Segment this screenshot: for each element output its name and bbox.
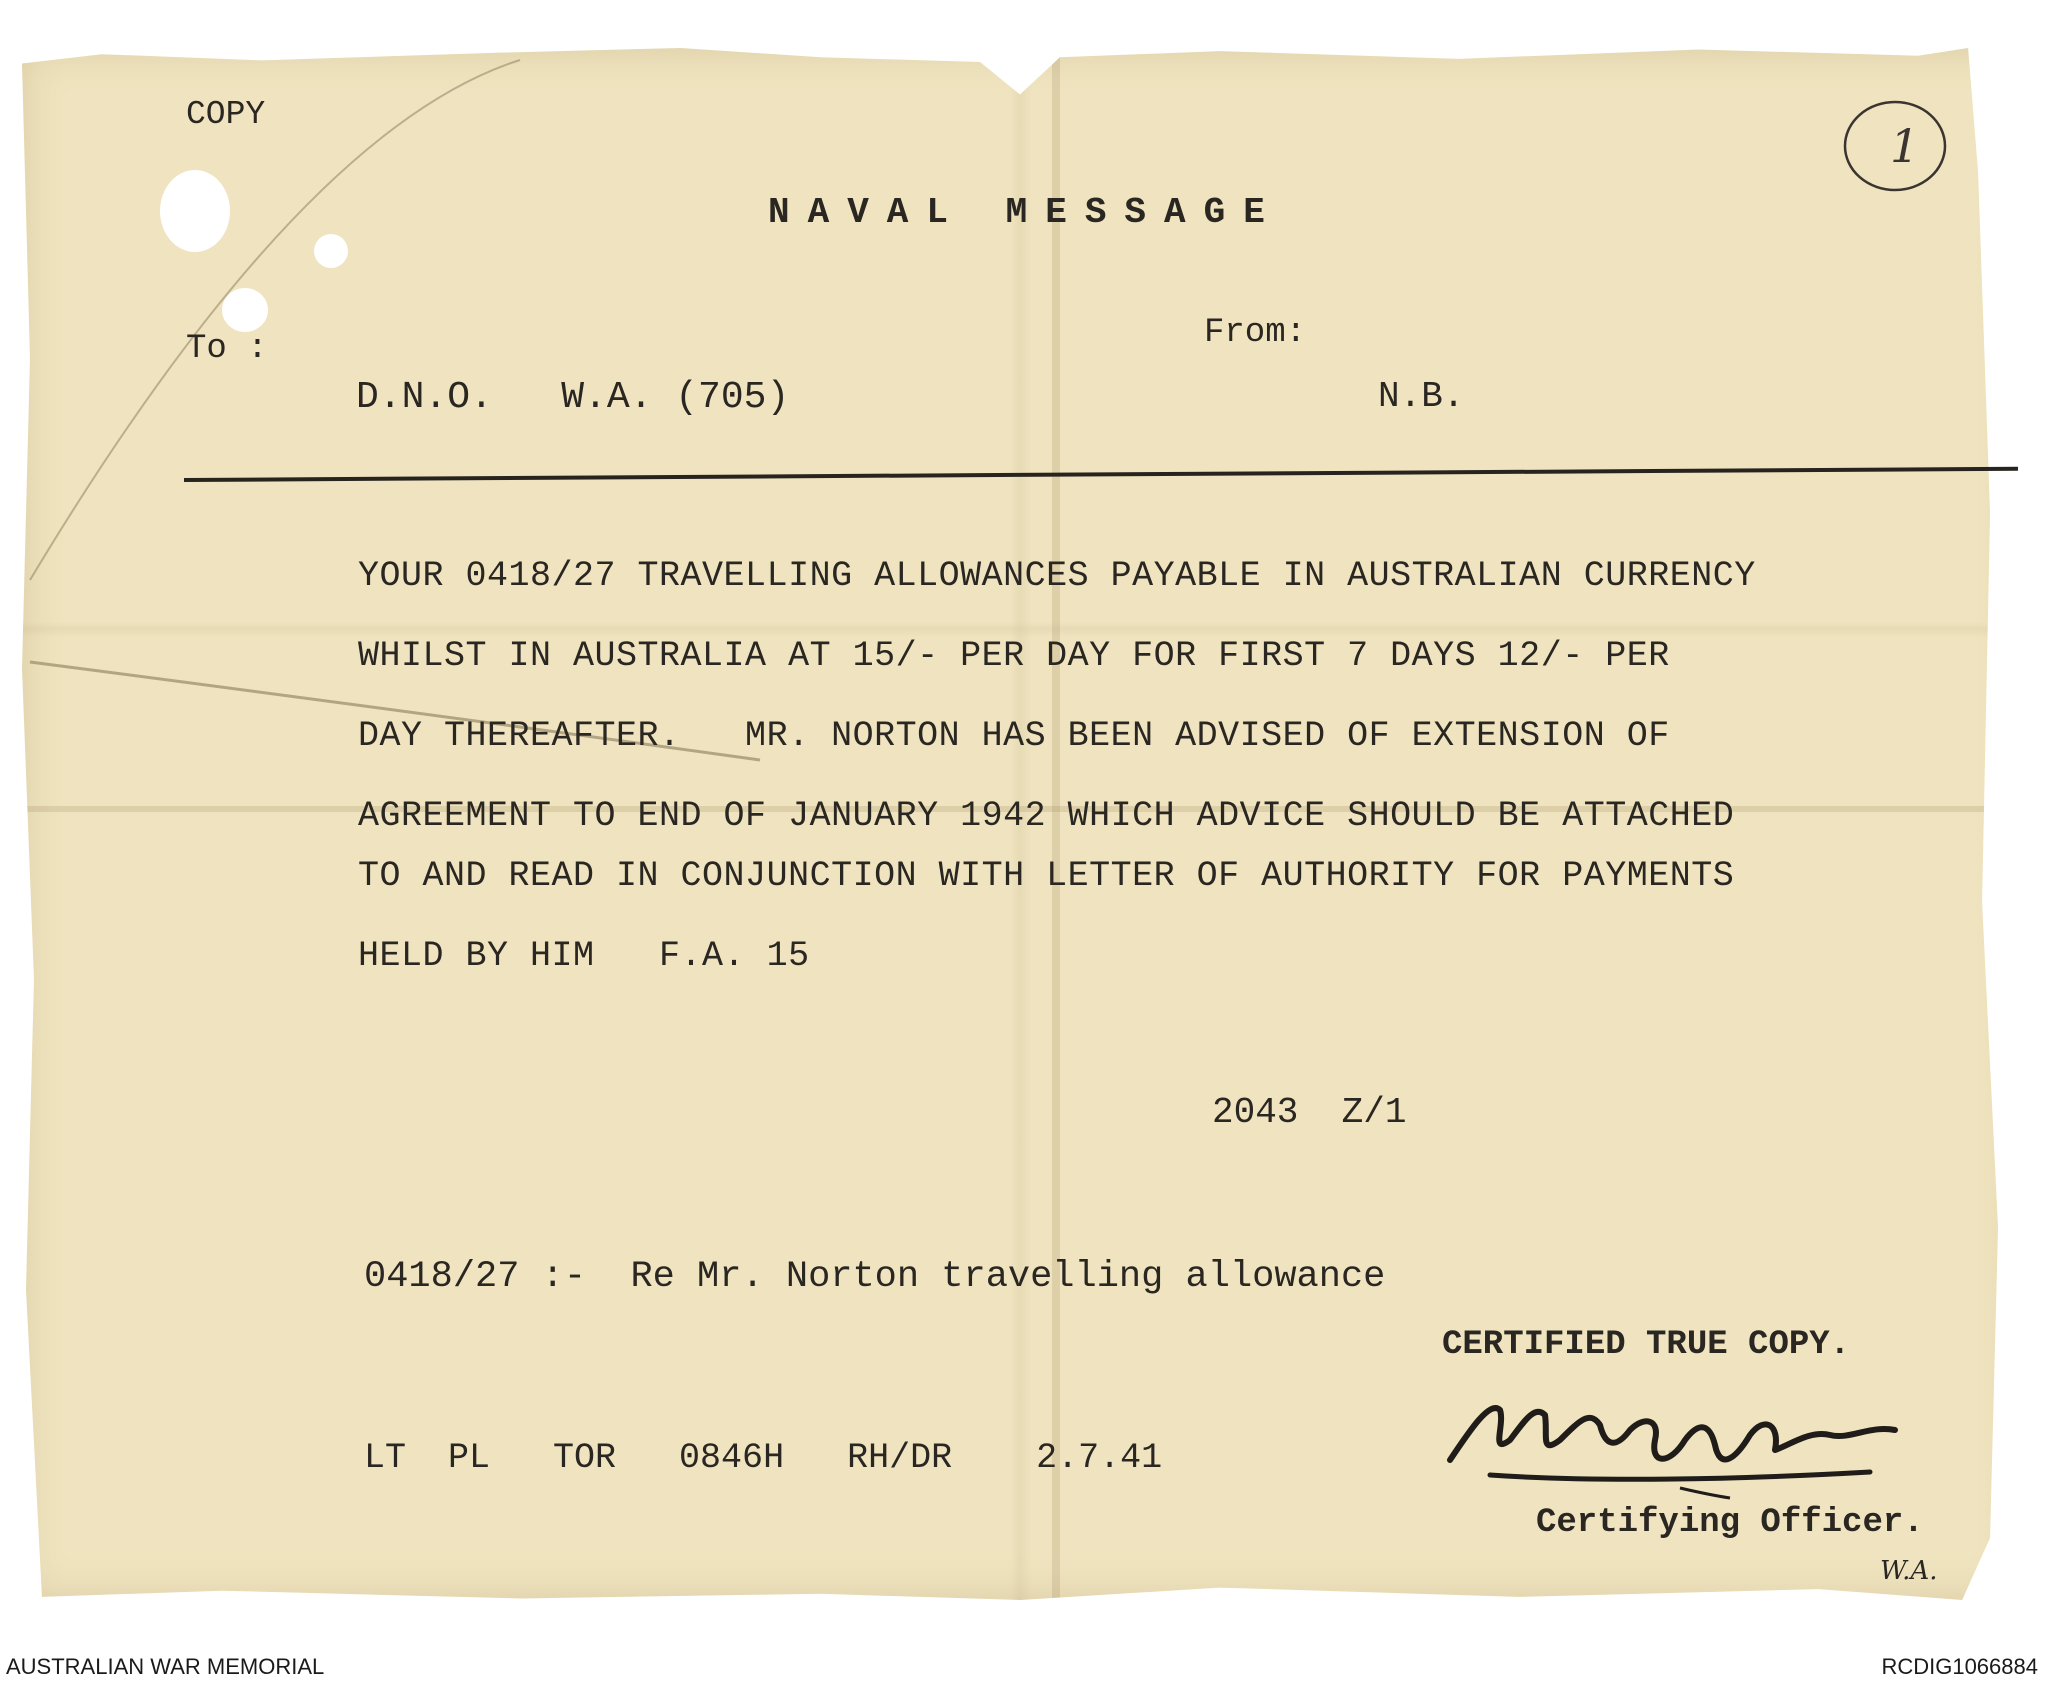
body-line: AGREEMENT TO END OF JANUARY 1942 WHICH ADVICE SHOULD BE ATTACHED bbox=[358, 796, 1735, 836]
body-line: WHILST IN AUSTRALIA AT 15/- PER DAY FOR FIRST 7 DAYS 12/- PER bbox=[358, 636, 1670, 676]
from-label: From: bbox=[1204, 314, 1307, 352]
initials: W.A. bbox=[1880, 1556, 1938, 1586]
body-line: TO AND READ IN CONJUNCTION WITH LETTER OF AUTHORITY FOR PAYMENTS bbox=[358, 856, 1735, 896]
to-label: To : bbox=[186, 330, 268, 368]
footer-catalog-id: RCDIG1066884 bbox=[1881, 1654, 2038, 1679]
certifying-officer: Certifying Officer. bbox=[1536, 1504, 1924, 1542]
page-number-circle bbox=[1840, 98, 1950, 208]
copy-mark: COPY bbox=[186, 96, 266, 133]
to-value: D.N.O. W.A. (705) bbox=[356, 376, 790, 419]
routing-line: LT PL TOR 0846H RH/DR 2.7.41 bbox=[364, 1438, 1163, 1478]
handwritten-signature bbox=[1430, 1370, 1930, 1500]
page-title: NAVAL MESSAGE bbox=[768, 192, 1283, 233]
footer-source: AUSTRALIAN WAR MEMORIAL bbox=[6, 1654, 325, 1679]
reference-line: 0418/27 :- Re Mr. Norton travelling allowance bbox=[364, 1256, 1386, 1298]
body-line: YOUR 0418/27 TRAVELLING ALLOWANCES PAYABLE IN AUSTRALIAN CURRENCY bbox=[358, 556, 1756, 596]
body-line: HELD BY HIM F.A. 15 bbox=[358, 936, 810, 976]
body-line: DAY THEREAFTER. MR. NORTON HAS BEEN ADVISED OF EXTENSION OF bbox=[358, 716, 1670, 756]
from-value: N.B. bbox=[1378, 376, 1465, 417]
certified-true-copy: CERTIFIED TRUE COPY. bbox=[1442, 1326, 1851, 1364]
time-group: 2043 Z/1 bbox=[1212, 1092, 1407, 1133]
page-number: 1 bbox=[1890, 119, 1920, 173]
